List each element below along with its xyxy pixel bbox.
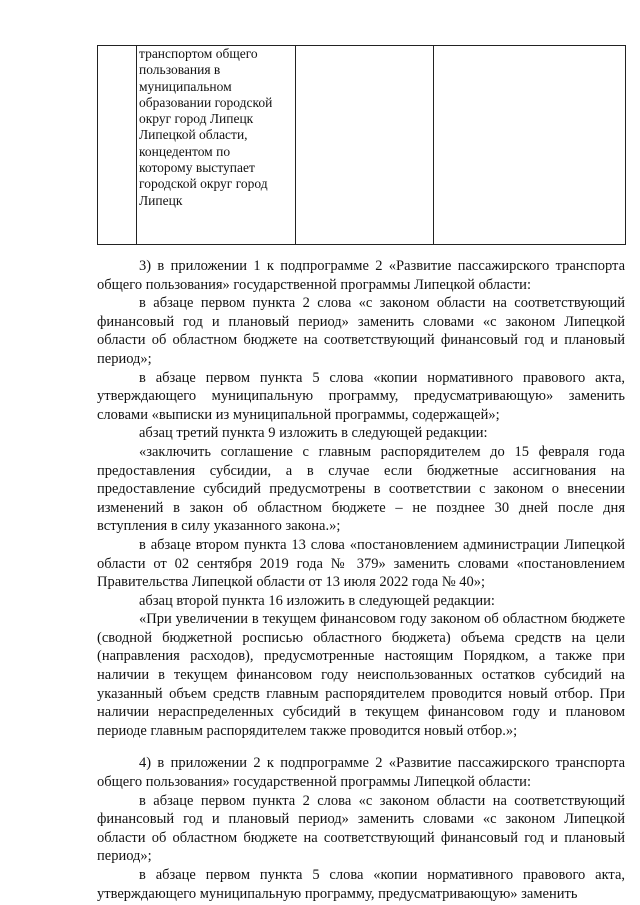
paragraph: в абзаце втором пункта 13 слова «постановлением администрации Липецкой области от 02 сентября 2019 года № 379» заменить словами «постановлением Правительства Липецкой области от 13 июля 2022 года № 40»; — [97, 536, 625, 591]
document-body — [97, 257, 625, 903]
paragraph: «заключить соглашение с главным распорядителем до 15 февраля года предоставления субсидии, а в случае если бюджетные ассигнования на предоставление субсидий предусмотрены в соответствии с законом о внесении изменений в закон об областном бюджете – не позднее 30 дней после дня вступления в силу указанного закона.»; — [97, 443, 625, 535]
paragraph: в абзаце первом пункта 2 слова «с законом области на соответствующий финансовый год и плановый период» заменить словами «с законом Липецкой области об областном бюджете на соответствующий финансовый год и плановый период»; — [97, 295, 625, 367]
table-row — [98, 46, 626, 245]
paragraph: в абзаце первом пункта 5 слова «копии нормативного правового акта, утверждающего муниципальную программу, предусматривающую» заменить — [97, 867, 625, 902]
paragraph: в абзаце первом пункта 5 слова «копии нормативного правового акта, утверждающего муниципальную программу, предусматривающую» заменить словами «выписки из муниципальной программы, содержащей»; — [97, 369, 625, 423]
paragraph: в абзаце первом пункта 2 слова «с законом области на соответствующий финансовый год и плановый период» заменить словами «с законом Липецкой области об областном бюджете на соответствующий финансовый год и плановый период»; — [97, 792, 625, 865]
table-cell-number — [98, 46, 137, 245]
paragraph: абзац третий пункта 9 изложить в следующей редакции: — [139, 425, 488, 442]
table-cell-text: транспортом общего пользования в муниципальном образовании городской округ город Липецк Липецкой области, концедентом по которому выступает городской округ город Липецк — [139, 46, 273, 208]
table-cell-description — [137, 46, 296, 245]
paragraph: абзац второй пункта 16 изложить в следующей редакции: — [139, 592, 495, 609]
paragraph: «При увеличении в текущем финансовом году законом об областном бюджете (сводной бюджетной росписью областного бюджета) объема средств на цели (направления расходов), предусмотренные настоящим Порядком, а также при наличии в текущем финансовом году неиспользованных остатков субсидий на указанный объем средств главным распорядителем проводится новый отбор. При наличии нераспределенных субсидий в текущем финансовом году и плановом периоде главным распорядителем также проводится новый отбор.»; — [97, 611, 625, 739]
continuation-table — [97, 45, 626, 245]
table-cell-empty — [296, 46, 434, 245]
paragraph: 3) в приложении 1 к подпрограмме 2 «Развитие пассажирского транспорта общего пользования» государственной программы Липецкой области: — [97, 258, 625, 293]
paragraph: 4) в приложении 2 к подпрограмме 2 «Развитие пассажирского транспорта общего пользования» государственной программы Липецкой области: — [97, 755, 625, 791]
table-cell-empty — [434, 46, 626, 245]
